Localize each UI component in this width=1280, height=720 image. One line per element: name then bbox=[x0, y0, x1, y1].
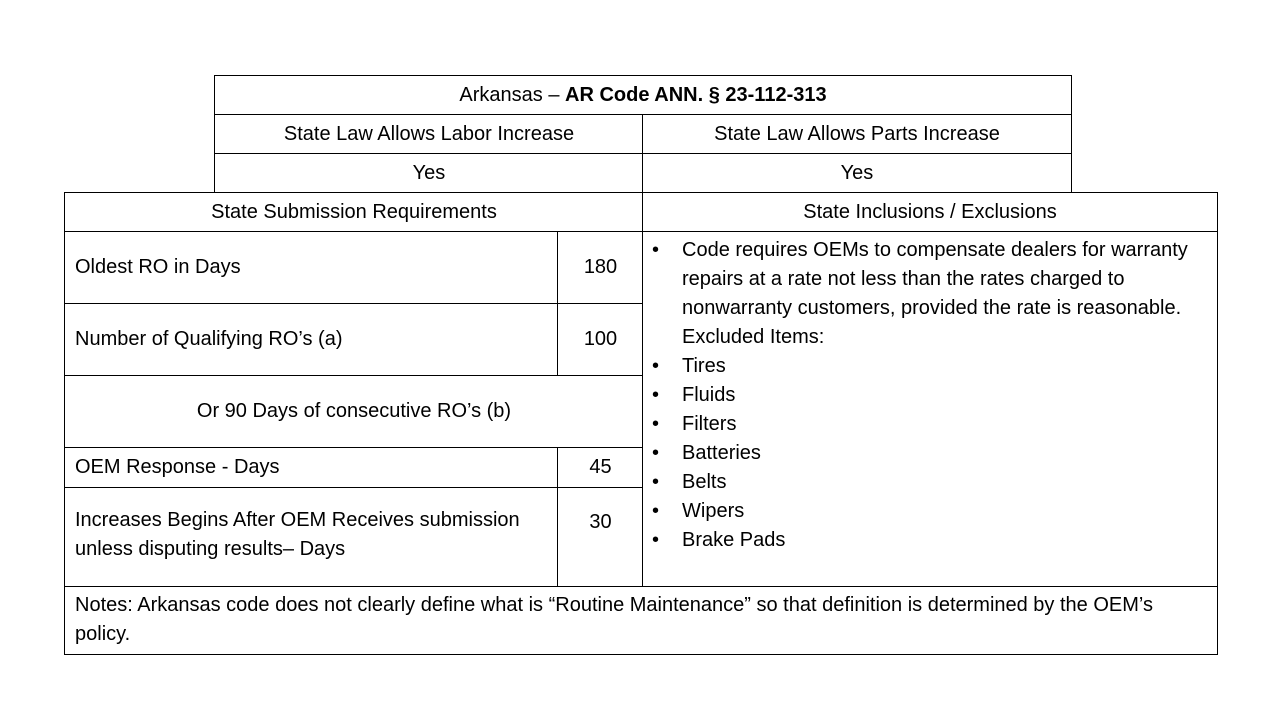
divider bbox=[214, 114, 1072, 115]
excluded-item: • Filters bbox=[652, 410, 1210, 439]
oem-response-value: 45 bbox=[589, 455, 612, 478]
notes: Notes: Arkansas code does not clearly define what is “Routine Maintenance” so that definition is determined by the OEM’s policy. bbox=[75, 594, 1153, 645]
oldest-ro-label: Oldest RO in Days bbox=[75, 256, 241, 278]
divider bbox=[557, 231, 558, 376]
divider bbox=[214, 75, 215, 192]
inclusions-exclusions-header: State Inclusions / Exclusions bbox=[803, 200, 1057, 223]
divider bbox=[1071, 75, 1072, 192]
inclusions-content bbox=[652, 236, 1210, 581]
labor-increase-header: State Law Allows Labor Increase bbox=[283, 122, 575, 145]
inclusions-intro: • Code requires OEMs to compensate dealers for warranty repairs at a rate not less than the rates charged to nonwarranty customers, provided the rate is reasonable. Excluded Items: bbox=[652, 236, 1210, 352]
parts-increase-value: Yes bbox=[840, 161, 874, 184]
divider bbox=[64, 231, 1218, 232]
divider bbox=[214, 153, 1072, 154]
qualifying-ros-value: 100 bbox=[583, 328, 618, 350]
inclusions-list bbox=[652, 236, 1210, 555]
excluded-item: • Fluids bbox=[652, 381, 1210, 410]
alternative-requirement: Or 90 Days of consecutive RO’s (b) bbox=[196, 400, 512, 422]
submission-requirements-header: State Submission Requirements bbox=[211, 200, 497, 223]
parts-increase-header: State Law Allows Parts Increase bbox=[714, 122, 1000, 145]
labor-increase-value: Yes bbox=[412, 161, 446, 184]
increase-begins-label: Increases Begins After OEM Receives submission unless disputing results– Days bbox=[75, 509, 520, 560]
divider bbox=[64, 192, 65, 655]
increase-begins-value: 30 bbox=[589, 511, 612, 533]
divider bbox=[557, 447, 558, 587]
table-title bbox=[215, 76, 1071, 114]
divider bbox=[64, 586, 1218, 587]
state-name: Arkansas – bbox=[459, 83, 560, 106]
oem-response-label: OEM Response - Days bbox=[75, 455, 280, 478]
divider bbox=[642, 192, 643, 587]
excluded-item: • Belts bbox=[652, 468, 1210, 497]
oldest-ro-value: 180 bbox=[583, 256, 618, 278]
excluded-item: • Brake Pads bbox=[652, 526, 1210, 555]
excluded-item: • Batteries bbox=[652, 439, 1210, 468]
excluded-item: • Wipers bbox=[652, 497, 1210, 526]
divider bbox=[642, 114, 643, 192]
code-citation: AR Code ANN. § 23-112-313 bbox=[565, 83, 827, 106]
divider bbox=[1217, 192, 1218, 655]
divider bbox=[64, 654, 1218, 655]
excluded-item: • Tires bbox=[652, 352, 1210, 381]
divider bbox=[64, 192, 1218, 193]
qualifying-ros-label: Number of Qualifying RO’s (a) bbox=[75, 328, 343, 350]
divider bbox=[214, 75, 1072, 76]
